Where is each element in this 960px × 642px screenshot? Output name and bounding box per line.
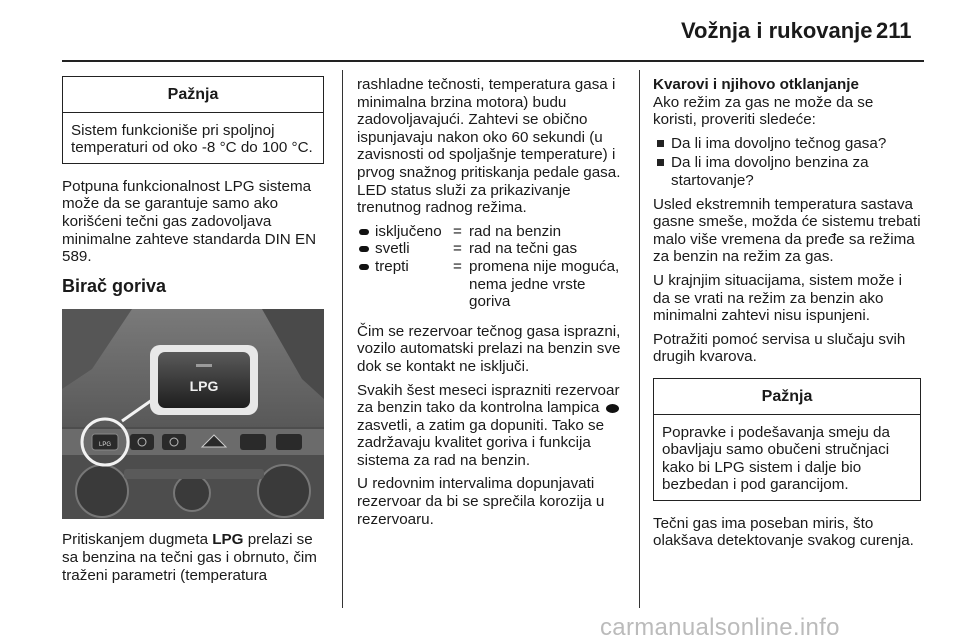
notice-heading: Pažnja — [654, 379, 920, 415]
equals-sign: = — [453, 222, 462, 240]
status-state: trepti — [375, 257, 409, 275]
text-run: Pritiskanjem dugmeta — [62, 531, 213, 549]
list-item — [653, 154, 921, 189]
status-state: isključeno — [375, 222, 442, 240]
column-1 — [62, 76, 324, 590]
page-title: Vožnja i rukovanje — [681, 18, 873, 43]
text-run: zasvetli, a zatim ga dopuniti. Tako se zadržavaju kvalitet goriva i funkcija sistema za rad na benzin. — [357, 416, 605, 469]
list-item-text: Da li ima dovoljno tečnog gasa? — [671, 134, 887, 152]
paragraph: Potpuna funkcionalnost LPG sistema može da se garantuje samo ako korišćeni tečni gas zadovoljava minimalne zahteve standarda DIN EN 589. — [62, 177, 317, 266]
page-header — [0, 0, 960, 60]
paragraph: Čim se rezervoar tečnog gasa isprazni, vozilo automatski prelazi na benzin sve dok se kontakt ne isključi. — [357, 322, 621, 375]
equals-sign: = — [453, 240, 462, 258]
list-item-text: Da li ima dovoljno benzina za startovanje? — [671, 154, 869, 189]
bullet-icon — [657, 159, 664, 166]
column-3 — [653, 76, 921, 556]
paragraph: rashladne tečnosti, temperatura gasa i minimalna brzina motora) budu zadovoljavajući. Zahtevi se obično ispunjavaju nakon oko 60 sekundi (u zavisnosti od spoljašnje temperature) i prvog snažnog pritiskanja pedale gasa. LED status služi za prikazivanje trenutnog radnog režima. — [357, 76, 621, 217]
status-meaning: rad na benzin — [469, 222, 562, 240]
led-icon — [359, 264, 369, 270]
status-meaning: rad na tečni gas — [469, 240, 578, 258]
paragraph: Potražiti pomoć servisa u slučaju svih drugih kvarova. — [653, 330, 906, 366]
text-run: prelazi se sa benzina na tečni gas i obrnuto, čim traženi parametri (temperatura — [62, 531, 317, 584]
watermark: carmanualsonline.info — [600, 614, 840, 641]
section-heading: Birač goriva — [62, 275, 167, 296]
equals-sign: = — [453, 257, 462, 275]
header-rule — [62, 60, 924, 62]
paragraph: U redovnim intervalima dopunjavati rezervoar da bi se sprečila korozija u rezervoaru. — [357, 475, 605, 528]
checklist — [653, 135, 921, 190]
status-row — [357, 223, 623, 241]
column-divider — [639, 70, 640, 608]
led-status-table — [357, 223, 623, 311]
lpg-keyword: LPG — [212, 531, 244, 549]
lpg-button-label: LPG — [189, 378, 219, 395]
column-2 — [357, 76, 623, 534]
page-number: 211 — [876, 18, 912, 43]
led-icon — [359, 246, 369, 252]
paragraph — [62, 531, 324, 584]
fuel-selector-figure — [62, 309, 324, 519]
notice-heading: Pažnja — [63, 77, 323, 113]
paragraph: Tečni gas ima poseban miris, što olakšava detektovanje svakog curenja. — [653, 514, 914, 550]
small-lpg-label: LPG — [98, 442, 112, 449]
notice-text: Sistem funkcioniše pri spoljnoj temperaturi od oko -8 °C do 100 °C. — [71, 121, 313, 157]
paragraph: Ako režim za gas ne može da se koristi, proveriti sledeće: — [653, 93, 874, 129]
status-row — [357, 240, 623, 258]
text-run: Svakih šest meseci isprazniti rezervoar za benzin tako da kontrolna lampica — [357, 381, 620, 417]
paragraph — [357, 382, 623, 470]
list-item — [653, 135, 921, 153]
notice-box — [62, 76, 324, 164]
subsection-heading: Kvarovi i njihovo otklanjanje — [653, 76, 859, 93]
led-icon — [359, 229, 369, 235]
status-meaning: promena nije moguća, nema jedne vrste goriva — [469, 257, 620, 311]
paragraph: Usled ekstremnih temperatura sastava gasne smeše, možda će sistemu trebati malo više vremena da pređe sa režima za benzin na režim za gas. — [653, 195, 921, 266]
status-state: svetli — [375, 240, 410, 258]
paragraph: U krajnjim situacijama, sistem može i da se vrati na režim za benzin ako minimalni zahtevi nisu ispunjeni. — [653, 271, 902, 325]
bullet-icon — [657, 140, 664, 147]
status-row — [357, 258, 623, 311]
control-lamp-icon — [606, 404, 619, 413]
column-divider — [342, 70, 343, 608]
notice-text: Popravke i podešavanja smeju da obavljaju samo obučeni stručnjaci kako bi LPG sistem i dalje bio bezbedan i pod garancijom. — [662, 423, 890, 494]
notice-box — [653, 378, 921, 501]
